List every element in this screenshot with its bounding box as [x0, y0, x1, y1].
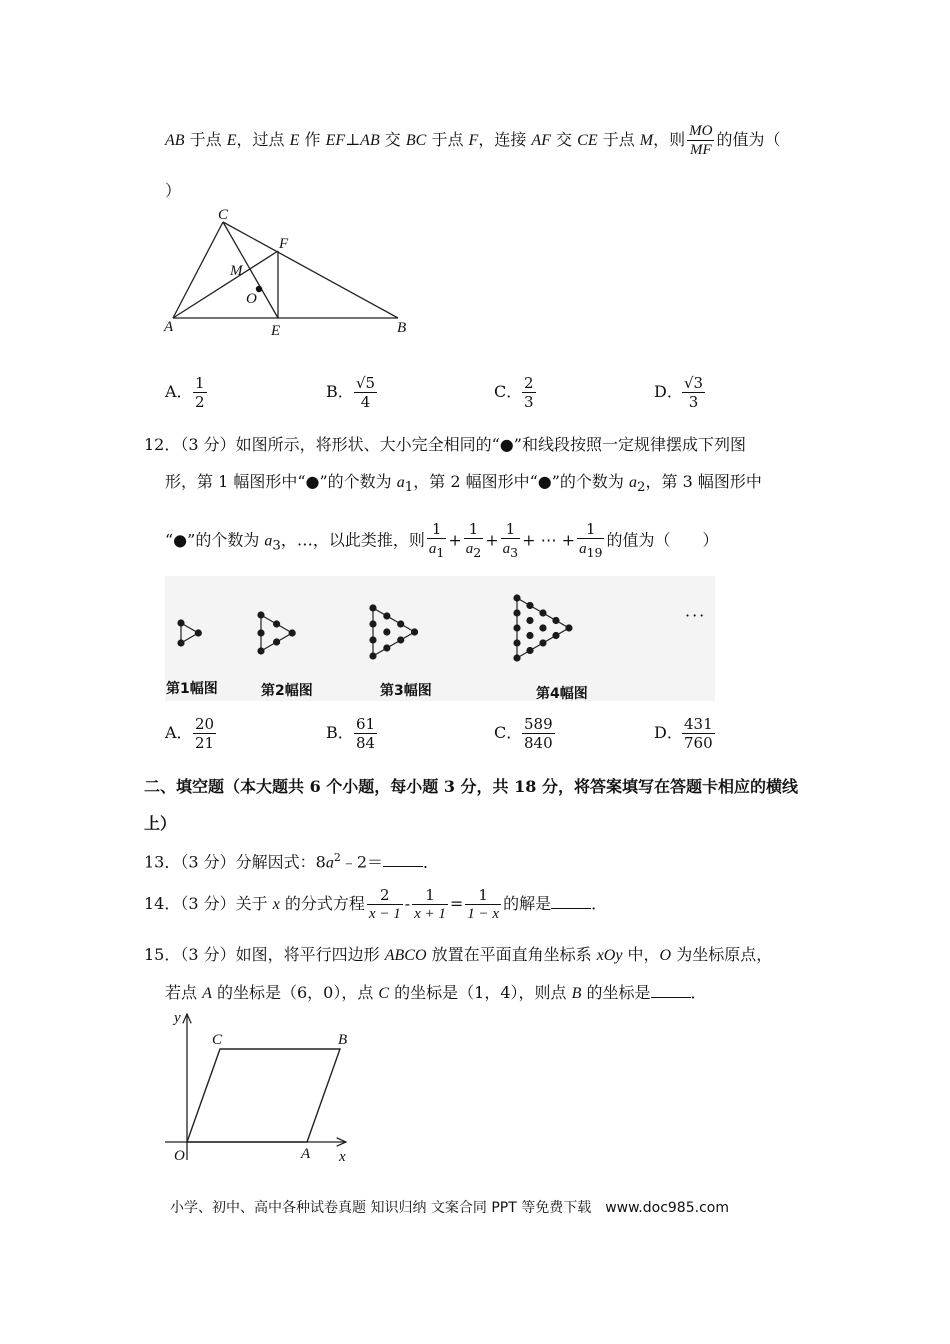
option-label: B．	[326, 723, 354, 742]
q13-seg: 13．（3 分）分解因式：8	[144, 852, 326, 872]
fraction-denominator: x + 1	[414, 906, 446, 922]
minus-sign: -	[404, 894, 411, 913]
pattern-dot	[289, 629, 296, 636]
pattern-dot	[513, 594, 520, 601]
pattern-dot	[526, 647, 533, 654]
q12-seg: ，…，以此类推，则	[280, 530, 425, 550]
option-label: D．	[654, 382, 683, 401]
q11-seg: 交	[379, 130, 406, 149]
q13-seg: ．	[423, 852, 440, 872]
fraction-numerator: 61	[356, 715, 376, 733]
fraction-denominator: 3	[688, 393, 699, 411]
q12-seg: ，第 3 幅图形中	[645, 472, 762, 491]
q11-seg: E	[289, 132, 300, 149]
pattern-dot	[383, 628, 390, 635]
label-m: M	[230, 263, 243, 279]
pattern-dot	[411, 628, 418, 635]
q11-option-d[interactable]	[654, 374, 707, 411]
pattern-dot	[565, 624, 572, 631]
q15-seg: 放置在平面直角坐标系	[426, 945, 597, 964]
fraction-numerator: 1	[465, 886, 501, 905]
q11-seg: ⊥	[345, 130, 361, 149]
q14-fraction-2	[412, 886, 448, 923]
q14-fraction-1	[367, 886, 403, 923]
label-f: F	[279, 236, 289, 252]
fraction-numerator: 1	[501, 520, 520, 539]
label-c: C	[218, 207, 229, 223]
pattern-dot	[397, 636, 404, 643]
q11-triangle-figure	[160, 205, 420, 340]
caption-figure-2: 第2幅图	[261, 683, 313, 699]
section-2-heading-line1: 二、填空题（本大题共 6 个小题，每小题 3 分，共 18 分，将答案填写在答题卡相应的横线	[144, 777, 798, 796]
q11-seg: 作	[299, 130, 326, 149]
fraction-denominator: 21	[195, 734, 215, 752]
q11-seg: BC	[405, 132, 427, 149]
q15-text-line1	[144, 944, 772, 967]
q15-seg: 的坐标是	[581, 983, 651, 1002]
fraction-denominator: a	[502, 541, 511, 557]
pattern-dot	[369, 604, 376, 611]
q11-seg: ，连接	[478, 130, 532, 149]
q12-seg: 1	[404, 480, 414, 496]
pattern-dot	[552, 617, 559, 624]
q15-seg: A	[202, 985, 212, 1002]
pattern-dot	[369, 652, 376, 659]
label-y: y	[174, 1010, 181, 1026]
q11-seg: AF	[531, 132, 551, 149]
q12-text-line3	[165, 520, 719, 562]
q11-seg: AB	[165, 132, 185, 149]
section-2-heading-line2: 上）	[144, 814, 177, 833]
q11-text-line1	[165, 122, 780, 159]
q13-seg: 2	[333, 851, 341, 864]
fraction-denominator: 1 − x	[467, 906, 500, 922]
pattern-dot	[526, 602, 533, 609]
pattern-ellipsis: ···	[685, 606, 707, 625]
sum-term-2	[464, 520, 483, 562]
subscript: 1	[436, 545, 445, 560]
q11-option-b[interactable]	[326, 374, 379, 411]
plus-sign: +	[485, 530, 499, 550]
q12-seg: a	[629, 474, 638, 491]
q12-option-d[interactable]	[654, 715, 717, 752]
label-x: x	[339, 1149, 346, 1165]
caption-figure-1: 第1幅图	[166, 681, 218, 697]
fraction-denominator: a	[579, 541, 587, 557]
fraction-numerator: 1	[577, 520, 604, 539]
pattern-dot	[177, 619, 184, 626]
pattern-dot	[526, 617, 533, 624]
fraction-numerator: 589	[524, 715, 553, 733]
pattern-dot	[177, 639, 184, 646]
pattern-dot	[369, 636, 376, 643]
q14-answer-blank[interactable]	[551, 894, 591, 909]
segment-ac	[173, 222, 223, 318]
q14-fraction-3	[465, 886, 501, 923]
equals-sign: =	[449, 894, 464, 913]
label-o: O	[246, 291, 257, 307]
q11-seg: M	[639, 132, 654, 149]
q12-seg: “●”的个数为	[165, 530, 265, 550]
ellipsis-plus: + ⋯ +	[522, 530, 576, 550]
q15-seg: 的坐标是（1，4），则点	[389, 983, 572, 1002]
q11-seg: 的值为（	[716, 130, 781, 149]
pattern-dot	[513, 609, 520, 616]
q13-seg: ﹣2＝	[340, 852, 383, 872]
dot-pattern-layer	[177, 594, 572, 661]
option-label: A．	[165, 723, 193, 742]
q11-seg: CE	[577, 132, 598, 149]
q12-seg: a	[264, 532, 273, 550]
fraction-numerator: √5	[356, 374, 376, 392]
fraction-denominator: x − 1	[368, 906, 401, 922]
q11-seg: ，则	[653, 130, 686, 149]
option-label: C．	[494, 382, 523, 401]
subscript: 2	[473, 545, 482, 560]
pattern-dot	[513, 654, 520, 661]
q13-text	[144, 847, 439, 874]
fraction-numerator: 431	[684, 715, 713, 733]
pattern-dot	[539, 639, 546, 646]
q12-seg: a	[396, 474, 405, 491]
q12-pattern-figures	[165, 576, 715, 676]
q15-seg: 的坐标是（6，0），点	[211, 983, 379, 1002]
q11-seg: ，过点	[236, 130, 290, 149]
pattern-outline	[373, 608, 415, 656]
fraction-denominator: 4	[360, 393, 371, 411]
q15-seg: ．	[690, 983, 707, 1002]
fraction-numerator: MO	[689, 123, 713, 139]
pattern-dot	[195, 629, 202, 636]
pattern-dot	[539, 609, 546, 616]
subscript: 3	[510, 545, 519, 560]
page-footer: 小学、初中、高中各种试卷真题 知识归纳 文案合同 PPT 等免费下载 www.doc985.com	[170, 1200, 729, 1216]
q15-seg: 15．（3 分）如图，将平行四边形	[144, 945, 385, 964]
fraction-denominator: 3	[524, 393, 534, 411]
pattern-dot	[552, 632, 559, 639]
q12-option-c[interactable]	[494, 715, 557, 752]
q12-seg: 3	[272, 538, 281, 554]
fraction-denominator: 2	[195, 393, 205, 411]
q15-seg: 为坐标原点，	[671, 945, 773, 964]
label-b: B	[338, 1032, 348, 1048]
q13-answer-blank[interactable]	[383, 852, 423, 867]
q11-seg: 交	[550, 130, 578, 149]
label-c: C	[212, 1032, 223, 1048]
caption-figure-4: 第4幅图	[536, 686, 588, 702]
fraction-denominator: MF	[689, 142, 712, 158]
q15-seg: 中，	[622, 945, 660, 964]
q12-seg: 的值为（ ）	[606, 530, 719, 550]
q15-seg: B	[571, 985, 582, 1002]
q13-seg: a	[325, 854, 334, 872]
q15-seg: 若点	[165, 983, 203, 1002]
q11-seg: AB	[360, 132, 380, 149]
q15-seg: C	[378, 985, 390, 1002]
q14-seg: 14．（3 分）关于	[144, 894, 273, 913]
pattern-dot	[383, 612, 390, 619]
q14-text	[144, 886, 607, 923]
q15-seg: ABCO	[384, 947, 427, 964]
fraction-numerator: 1	[464, 520, 483, 539]
q14-seg: 的解是	[503, 894, 552, 913]
fraction-numerator: 1	[427, 520, 446, 539]
pattern-dot	[273, 638, 280, 645]
pattern-dot	[513, 624, 520, 631]
label-a: A	[301, 1146, 311, 1162]
q11-seg: 于点	[426, 130, 469, 149]
q14-seg: ．	[591, 894, 608, 913]
pattern-dot	[383, 644, 390, 651]
q11-text-line2: ）	[165, 181, 182, 200]
q11-ratio-fraction	[687, 122, 714, 159]
caption-figure-3: 第3幅图	[380, 683, 432, 699]
q11-seg: 于点	[184, 130, 227, 149]
fraction-numerator: 2	[367, 886, 403, 905]
q12-option-a[interactable]	[165, 715, 218, 752]
q15-text-line2	[165, 982, 707, 1005]
q11-seg: E	[226, 132, 237, 149]
pattern-dot	[397, 620, 404, 627]
q11-seg: 于点	[597, 130, 640, 149]
sum-term-3	[501, 520, 520, 562]
option-label: C．	[494, 723, 523, 742]
q15-parallelogram-figure	[160, 1008, 360, 1168]
fraction-numerator: √3	[684, 374, 704, 392]
q11-option-a[interactable]	[165, 374, 209, 411]
label-a: A	[164, 319, 174, 335]
q12-seg: 2	[637, 480, 646, 496]
q12-text-line2	[165, 471, 762, 499]
q14-seg: 的分式方程	[279, 894, 365, 913]
fraction-numerator: 2	[524, 374, 534, 392]
pattern-dot	[257, 629, 264, 636]
q14-seg: x	[272, 896, 280, 913]
parallelogram-abco	[187, 1049, 340, 1142]
pattern-grid-line	[517, 613, 556, 636]
fraction-numerator: 1	[195, 374, 205, 392]
q12-seg: 形，第 1 幅图形中“●”的个数为	[165, 472, 397, 491]
option-label: A．	[165, 382, 193, 401]
q12-text-line1: 12．（3 分）如图所示，将形状、大小完全相同的“●”和线段按照一定规律摆成下列图	[144, 435, 746, 454]
pattern-dot	[513, 639, 520, 646]
q11-option-c[interactable]	[494, 374, 538, 411]
q15-seg: xOy	[596, 947, 623, 964]
pattern-dot	[257, 647, 264, 654]
q12-option-b[interactable]	[326, 715, 379, 752]
label-b: B	[397, 320, 407, 336]
fraction-denominator: 840	[524, 734, 553, 752]
sum-term-19	[577, 520, 604, 562]
q11-seg: EF	[325, 132, 346, 149]
fraction-numerator: 20	[195, 715, 215, 733]
fraction-numerator: 1	[412, 886, 448, 905]
segment-af	[173, 251, 278, 318]
q11-seg: F	[468, 132, 479, 149]
sum-term-1	[427, 520, 446, 562]
option-label: B．	[326, 382, 354, 401]
pattern-dot	[257, 611, 264, 618]
fraction-denominator: 84	[356, 734, 376, 752]
fraction-denominator: a	[428, 541, 437, 557]
pattern-dot	[273, 620, 280, 627]
q12-seg: ，第 2 幅图形中“●”的个数为	[413, 472, 630, 491]
option-label: D．	[654, 723, 683, 742]
pattern-dot	[369, 620, 376, 627]
subscript: 19	[586, 545, 603, 560]
pattern-dot	[539, 624, 546, 631]
fraction-denominator: a	[465, 541, 474, 557]
label-e: E	[271, 323, 281, 339]
plus-sign: +	[448, 530, 462, 550]
q15-answer-blank[interactable]	[651, 983, 691, 998]
pattern-dot	[526, 632, 533, 639]
label-o: O	[174, 1148, 185, 1164]
q15-seg: O	[659, 947, 672, 964]
fraction-denominator: 760	[684, 734, 713, 752]
